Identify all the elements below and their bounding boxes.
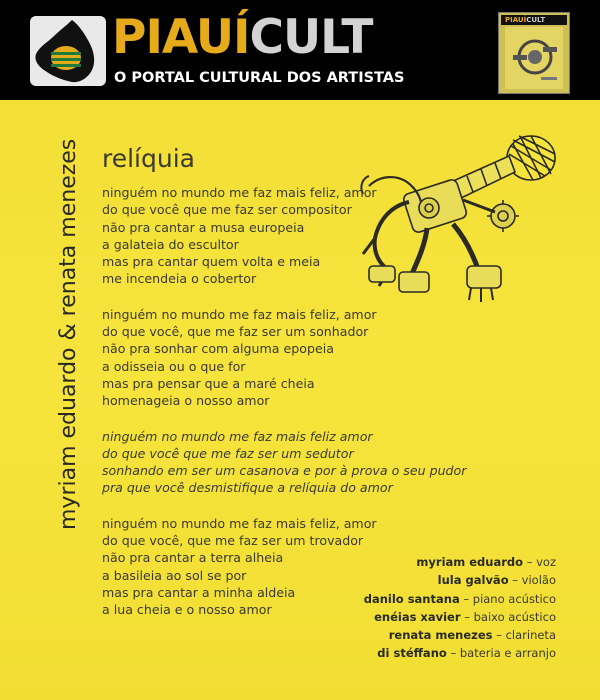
lyric-line: pra que você desmistifique a relíquia do amor <box>102 480 393 496</box>
lyric-line: me incendeia o cobertor <box>102 271 257 287</box>
site-header <box>0 0 600 100</box>
credit-role: – voz <box>526 555 556 569</box>
thumbnail-brand <box>501 15 567 25</box>
artists-vertical-title: myriam eduardo & renata menezes <box>56 138 81 530</box>
credit-name: enéias xavier <box>374 609 461 624</box>
thumb-brand-cult: CULT <box>526 16 546 24</box>
site-tagline: O PORTAL CULTURAL DOS ARTISTAS <box>114 70 405 86</box>
credit-role: – violão <box>512 573 556 588</box>
brand-piaui: PIAUÍ <box>112 10 250 65</box>
credit-name: lula galvão <box>437 573 509 588</box>
credit-item <box>364 644 556 662</box>
credit-name: myriam eduardo <box>416 555 524 569</box>
lyric-line: mas pra cantar quem volta e meia <box>102 254 321 270</box>
lyric-line: ninguém no mundo me faz mais feliz, amor <box>102 306 377 322</box>
lyric-line: a basileia ao sol se por <box>102 567 247 583</box>
credit-item <box>364 608 556 626</box>
lyric-line: ninguém no mundo me faz mais feliz amor <box>102 428 373 444</box>
lyric-line: do que você, que me faz ser um trovador <box>102 533 364 549</box>
thumbnail-art-icon <box>505 27 563 89</box>
lyric-line: sonhando em ser um casanova e por à prova o seu pudor <box>102 463 467 479</box>
piaui-state-map-icon <box>30 16 106 86</box>
lyric-line: não pra sonhar com alguma epopeia <box>102 341 334 357</box>
credit-name: danilo santana <box>363 591 460 606</box>
lyric-line: do que você que me faz ser compositor <box>102 202 352 218</box>
lyric-line: a odisseia ou o que for <box>102 358 246 374</box>
credit-item <box>364 553 556 571</box>
credit-role: – clarineta <box>496 628 556 643</box>
credit-role: – piano acústico <box>463 591 556 606</box>
lyric-line: mas pra cantar a minha aldeia <box>102 584 296 600</box>
lyric-line: a galateia do escultor <box>102 236 239 252</box>
site-logo[interactable] <box>30 16 106 86</box>
credit-item <box>364 571 556 589</box>
credit-item <box>364 626 556 644</box>
lyric-line: do que você que me faz ser um sedutor <box>102 445 354 461</box>
lyric-line: ninguém no mundo me faz mais feliz, amor <box>102 515 377 531</box>
credit-role: – bateria e arranjo <box>450 646 556 661</box>
lyric-line: mas pra pensar que a maré cheia <box>102 375 315 391</box>
lyric-line: do que você, que me faz ser um sonhador <box>102 324 369 340</box>
lyric-line: ninguém no mundo me faz mais feliz, amor <box>102 185 377 200</box>
brand-cult: CULT <box>249 10 373 65</box>
lyric-line: homenageia o nosso amor <box>102 393 270 409</box>
site-brand[interactable] <box>112 10 442 66</box>
stanza-3-italic <box>102 428 467 497</box>
lyric-line: não pra cantar a terra alheia <box>102 550 284 566</box>
lyric-line: não pra cantar a musa europeia <box>102 219 305 235</box>
credit-name: renata menezes <box>388 628 493 643</box>
thumb-brand-piaui: PIAUÍ <box>505 16 527 24</box>
album-cover-thumbnail[interactable] <box>498 12 570 94</box>
credits-list <box>364 553 556 663</box>
credit-role: – baixo acústico <box>464 609 556 624</box>
stanza-2 <box>102 306 462 410</box>
song-title: relíquia <box>102 144 195 173</box>
stanza-1 <box>102 184 462 288</box>
lyric-line: a lua cheia e o nosso amor <box>102 602 272 618</box>
song-poster <box>0 100 600 700</box>
credit-item <box>364 590 556 608</box>
credit-name: di stéffano <box>377 646 447 661</box>
